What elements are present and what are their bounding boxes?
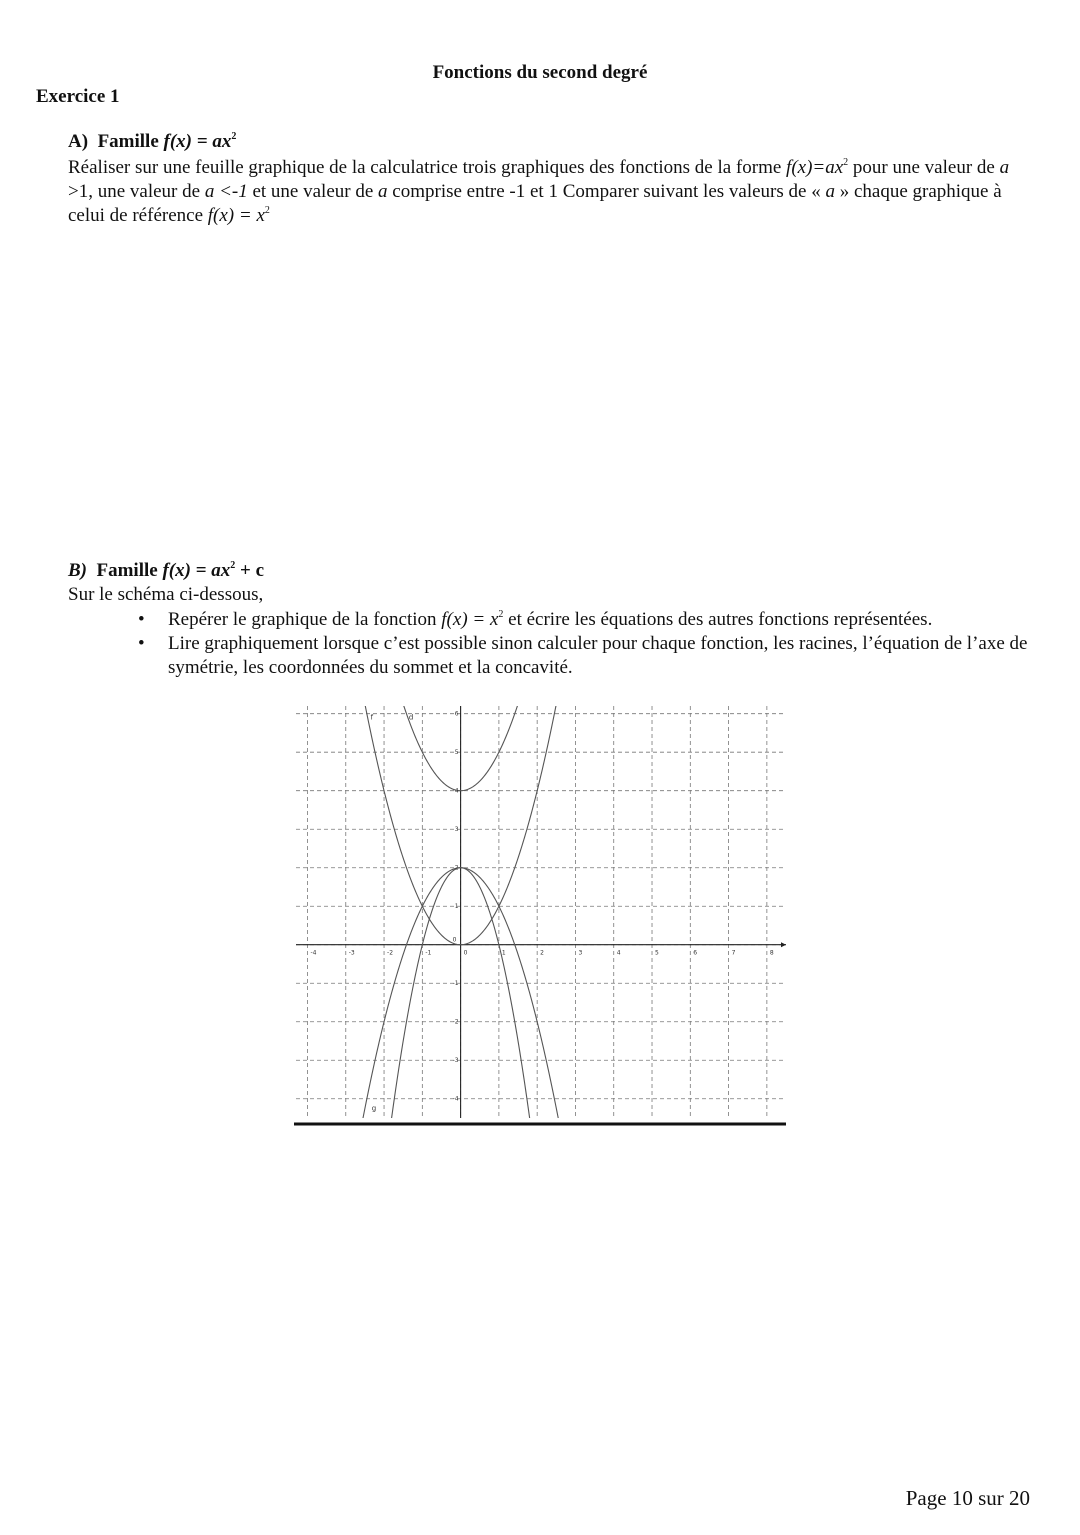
- section-a-exp-1: 2: [843, 157, 849, 168]
- bullet-1-text-post: et écrire les équations des autres fonctions représentées.: [508, 609, 933, 630]
- section-b-intro: Sur le schéma ci-dessous,: [68, 584, 264, 605]
- y-tick-label: 2: [454, 864, 459, 872]
- x-tick-label: 6: [693, 949, 698, 957]
- x-tick-label: 8: [769, 949, 774, 957]
- y-tick-label: 5: [454, 749, 459, 757]
- curve-label-d: d: [408, 713, 414, 722]
- section-a-text-6: comprise entre -1 et 1 Comparer suivant les valeurs de «: [392, 181, 826, 202]
- bullet-icon: •: [138, 633, 145, 654]
- x-tick-label: -3: [348, 949, 355, 957]
- curve-f: [296, 700, 786, 945]
- section-a-exp-2: 2: [264, 205, 270, 216]
- section-b-heading-exp: 2: [230, 560, 236, 571]
- x-tick-label: -4: [310, 949, 317, 957]
- section-b-heading: [68, 560, 264, 582]
- x-tick-label: 4: [616, 949, 621, 957]
- curve-series-2: [296, 868, 786, 1128]
- curves: [296, 700, 786, 1128]
- curve-label-g: g: [371, 1104, 377, 1113]
- section-a-label: A): [68, 131, 89, 152]
- x-axis-arrow-icon: [781, 942, 786, 947]
- y-tick-label: -2: [452, 1018, 459, 1026]
- section-a-text-3: >1, une valeur de: [68, 181, 201, 202]
- y-tick-label: -3: [452, 1057, 459, 1065]
- section-b-heading-text: Famille: [96, 560, 158, 581]
- x-tick-label: -2: [387, 949, 394, 957]
- page-number: Page 10 sur 20: [905, 1486, 1030, 1510]
- section-a-heading-text: Famille: [97, 131, 159, 152]
- section-a-text-7: » chaque graphique à celui de référence: [68, 181, 1002, 226]
- exercise-heading: Exercice 1: [36, 86, 120, 107]
- section-a-text-1: Réaliser sur une feuille graphique de la calculatrice trois graphiques des fonctions de la forme: [68, 157, 782, 178]
- section-a-formula-1: f(x)=ax: [786, 157, 844, 178]
- y-tick-label: 0: [452, 936, 457, 944]
- section-a-heading: [68, 131, 236, 153]
- x-tick-label: -1: [425, 949, 432, 957]
- x-tick-label: 3: [578, 949, 583, 957]
- x-tick-label: 1: [501, 949, 506, 957]
- x-tick-label: 7: [731, 949, 736, 957]
- section-a-heading-formula: f(x) = ax: [163, 131, 232, 152]
- y-tick-label: 1: [454, 903, 459, 911]
- list-item: [138, 608, 1048, 632]
- section-a-text-5: et une valeur de: [252, 181, 374, 202]
- x-tick-label: 5: [655, 949, 659, 957]
- x-tick-label: 0: [463, 949, 468, 957]
- section-b-label: B): [68, 560, 87, 581]
- section-b-heading-tail: + c: [240, 560, 265, 581]
- section-a-formula-2: f(x) = x: [207, 205, 265, 226]
- section-a-paragraph: [68, 156, 1028, 228]
- axes: [296, 706, 786, 1118]
- section-b-heading-formula: f(x) = ax: [162, 560, 231, 581]
- y-tick-label: 6: [454, 710, 459, 718]
- bullet-1-exp: 2: [498, 609, 504, 620]
- y-tick-label: -1: [452, 980, 459, 988]
- x-tick-label: 2: [540, 949, 544, 957]
- curve-g: [296, 868, 786, 1128]
- section-a-heading-exp: 2: [231, 131, 237, 142]
- list-item: [138, 632, 1048, 680]
- y-tick-label: -4: [452, 1095, 459, 1103]
- section-a-var-a1: a: [999, 157, 1010, 178]
- section-a-var-a2: a: [204, 181, 215, 202]
- y-tick-label: 3: [454, 826, 459, 834]
- section-a-text-2: pour une valeur de: [852, 157, 995, 178]
- section-a-var-a3: a: [378, 181, 388, 202]
- y-tick-label: 4: [454, 787, 459, 795]
- parabola-graph: [288, 700, 790, 1128]
- bullet-1-formula: f(x) = x: [441, 609, 499, 630]
- instruction-list: [138, 608, 1048, 680]
- bullet-icon: •: [138, 609, 145, 630]
- curve-label-f: f: [370, 713, 374, 722]
- bullet-2-text: Lire graphiquement lorsque c’est possible sinon calculer pour chaque fonction, les racines, l’équation de l’axe de symétrie, les coordonnées du sommet et la concavité.: [168, 633, 1028, 678]
- bullet-1-text-pre: Repérer le graphique de la fonction: [168, 609, 437, 630]
- section-a-text-4: <-1: [219, 181, 248, 202]
- page-title: Fonctions du second degré: [432, 62, 648, 83]
- section-a-var-a4: a: [825, 181, 835, 202]
- grid: [296, 706, 786, 1118]
